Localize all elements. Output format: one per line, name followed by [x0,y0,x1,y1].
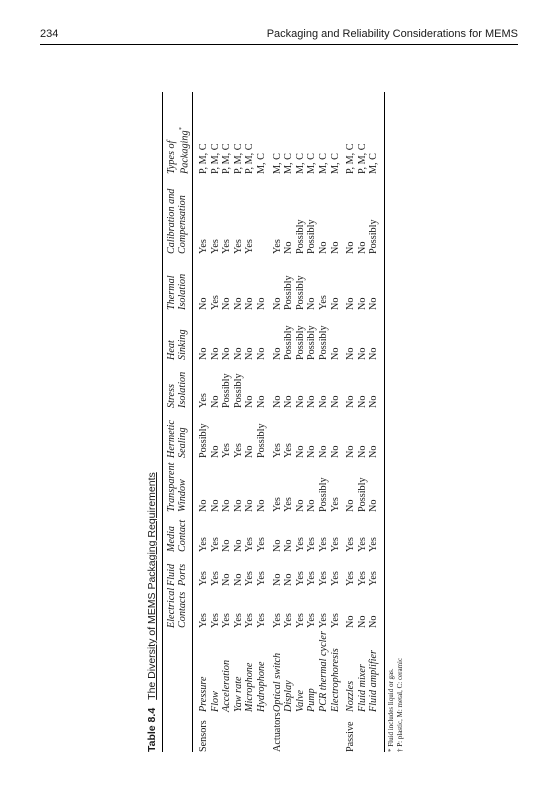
table-cell: Possibly [294,219,306,254]
table-cell: No [198,499,209,512]
table-cell: Yes [345,537,357,552]
column-header [166,588,188,628]
table-cell: Yes [244,537,256,552]
table-cell: No [345,347,357,360]
table-cell: No [256,499,267,512]
table-cell: Yes [318,571,329,586]
table-cell: Yes [283,497,295,512]
column-header-line: Isolation [177,273,188,310]
column-header [166,274,188,310]
table-cell: Yes [329,571,341,586]
table-cell: No [232,539,244,552]
table-cell: No [209,445,221,458]
column-header-line: Transparent [166,462,177,512]
table-cell: No [329,241,341,254]
page-number: 234 [40,28,59,40]
table-cell: No [256,395,267,408]
table-cell: Yes [198,537,209,552]
table-cell: No [271,297,283,310]
table-cell: Yes [294,613,306,628]
table-cell: Yes [198,571,209,586]
table-cell: Possibly [221,373,233,408]
table-cell: No [244,445,256,458]
table-cell: No [283,573,295,586]
table-top-rule [162,92,163,752]
table-cell: No [221,573,233,586]
column-header-line: Fluid [166,563,177,586]
column-header [166,420,188,458]
column-header-line: Isolation [177,371,188,408]
table-cell: No [221,297,233,310]
table-cell: No [329,297,341,310]
table-cell: No [198,347,209,360]
table-cell: Yes [294,537,306,552]
table-cell: Yes [209,571,221,586]
table-cell: No [232,499,244,512]
table-cell: No [256,297,267,310]
table-cell: Yes [271,613,283,628]
table-cell: No [244,499,256,512]
table-cell: No [368,445,380,458]
table-cell: Yes [271,239,283,254]
column-header-line: Packaging* [179,127,191,174]
table-cell: P, M, C [198,143,209,174]
table-cell: No [345,499,357,512]
table-cell: No [306,395,318,408]
table-cell: No [232,297,244,310]
table-cell: Yes [294,571,306,586]
table-cell: P, M, C [356,143,368,174]
table-cell: Possibly [306,219,318,254]
device-name: Display [283,680,295,712]
table-cell: No [356,241,368,254]
table-title: The Diversity of MEMS Packaging Requirements [146,472,158,700]
table-cell: No [356,347,368,360]
table-cell: No [345,615,357,628]
table-cell: Possibly [356,477,368,512]
table-cell: Yes [368,571,380,586]
table-cell: No [345,395,357,408]
table-cell: M, C [283,153,295,174]
table-cell: No [271,539,283,552]
device-name: Flow [209,691,221,712]
table-cell: Yes [209,239,221,254]
packaging-marker: * [179,127,185,131]
footnote: † P: plastic, M: metal, C: ceramic [396,657,404,752]
table-cell: P, M, C [232,143,244,174]
table-cell: No [221,499,233,512]
table-cell: No [368,395,380,408]
table-cell: Yes [306,613,318,628]
table-bottom-rule [384,92,385,752]
table-cell: No [198,297,209,310]
table-cell: M, C [256,153,267,174]
column-header [166,520,188,552]
device-name: Fluid mixer [356,664,368,712]
table-cell: No [256,347,267,360]
table-cell: No [356,297,368,310]
table-cell: No [271,395,283,408]
table-cell: No [283,241,295,254]
footnote: * Fluid includes liquid or gas. [387,668,395,752]
table-cell: Yes [209,613,221,628]
table-cell: Yes [356,571,368,586]
table-cell: No [356,395,368,408]
rotated-table [146,82,536,752]
column-header-line: Compensation [177,195,188,254]
column-header [166,372,188,408]
table-cell: No [306,499,318,512]
table-cell: Yes [244,613,256,628]
table-cell: Yes [283,443,295,458]
table-cell: No [368,499,380,512]
table-cell: Yes [232,443,244,458]
column-header [166,463,188,512]
table-cell: Possibly [256,423,267,458]
table-cell: No [209,347,221,360]
table-cell: Yes [232,239,244,254]
column-header [166,329,188,360]
table-cell: Yes [306,537,318,552]
column-header [166,189,188,254]
column-header-line: Electrical [166,587,177,628]
device-name: Fluid amplifier [368,650,380,712]
table-cell: Possibly [283,325,295,360]
column-header-line: Contacts [177,591,188,628]
table-cell: No [318,445,329,458]
table-cell: No [283,395,295,408]
table-cell: No [329,395,341,408]
table-cell: No [232,573,244,586]
column-header-line: Stress [166,384,177,408]
table-cell: P, M, C [209,143,221,174]
table-cell: No [244,395,256,408]
table-label: Table 8.4 [146,707,158,752]
table-cell: No [271,573,283,586]
table-cell: Yes [283,613,295,628]
table-cell: Yes [244,239,256,254]
table-caption [146,472,158,752]
table-cell: Yes [329,537,341,552]
table-cell: No [209,395,221,408]
table-cell: Yes [271,443,283,458]
table-cell: Yes [329,497,341,512]
table-cell: No [318,395,329,408]
table-cell: P, M, C [244,143,256,174]
table-cell: M, C [294,153,306,174]
table-cell: No [306,445,318,458]
table-cell: Possibly [318,325,329,360]
table-cell: M, C [368,153,380,174]
table-cell: Yes [329,613,341,628]
table-cell: Yes [256,613,267,628]
table-cell: Possibly [294,275,306,310]
column-header-line: Contact [177,519,188,552]
column-header-line: Sealing [177,427,188,458]
table-cell: Yes [356,537,368,552]
table-cell: Yes [345,571,357,586]
table-cell: Possibly [232,373,244,408]
table-cell: P, M, C [221,143,233,174]
column-header-line: Heat [166,340,177,360]
table-cell: No [368,347,380,360]
table-cell: Yes [256,537,267,552]
device-name: Hydrophone [256,661,267,712]
table-cell: Yes [209,537,221,552]
table-cell: Yes [221,613,233,628]
group-label: Sensors [198,720,209,752]
table-cell: M, C [318,153,329,174]
device-name: Nozzles [345,680,357,712]
column-header-line: Calibration and [166,188,177,254]
table-cell: No [209,499,221,512]
table-cell: No [345,445,357,458]
table-cell: No [221,539,233,552]
table-cell: Possibly [318,477,329,512]
table-cell: No [306,297,318,310]
table-cell: Yes [198,613,209,628]
table-cell: M, C [271,153,283,174]
table-cell: Possibly [294,325,306,360]
table-cell: P, M, C [345,143,357,174]
device-name: Yaw rate [232,676,244,712]
device-name: Optical switch [271,652,283,712]
table-cell: Possibly [198,423,209,458]
table-cell: No [368,615,380,628]
table-cell: Yes [221,239,233,254]
table-cell: No [244,297,256,310]
table-cell: M, C [306,153,318,174]
column-header [166,564,188,586]
column-header-line: Thermal [166,275,177,310]
table-cell: Yes [368,537,380,552]
table-cell: Yes [221,443,233,458]
table-cell: No [283,539,295,552]
column-header-line: Sinking [177,329,188,360]
table-cell: No [294,499,306,512]
table-cell: No [271,347,283,360]
device-name: Microphone [244,662,256,712]
device-name: Pressure [198,676,209,712]
device-name: PCR thermal cycler [318,631,329,712]
table-cell: No [294,445,306,458]
table-cell: No [329,347,341,360]
device-name: Electrophoresis [329,648,341,712]
table-cell: No [244,347,256,360]
table-header-rule [192,92,193,752]
table-cell: No [345,297,357,310]
table-cell: No [356,445,368,458]
table-cell: No [368,297,380,310]
table-cell: No [294,395,306,408]
table-cell: Possibly [283,275,295,310]
table-cell: No [232,347,244,360]
table-cell: Yes [198,239,209,254]
header-rule [40,44,518,45]
table-cell: Yes [232,613,244,628]
table-cell: M, C [329,153,341,174]
table-cell: No [329,445,341,458]
group-label: Actuators [271,712,283,752]
table-cell: Yes [306,571,318,586]
column-header-line: Types of [166,140,177,174]
column-header [166,127,190,174]
table-cell: Yes [209,295,221,310]
table-cell: Yes [256,571,267,586]
table-cell: Possibly [306,325,318,360]
table-cell: No [221,347,233,360]
table-cell: Yes [318,295,329,310]
table-cell: Yes [318,537,329,552]
table-cell: No [356,615,368,628]
column-header-line: Hermetic [166,420,177,458]
column-header-line: Window [177,479,188,512]
running-header [40,28,518,48]
table-cell: Yes [271,497,283,512]
device-name: Acceleration [221,659,233,712]
column-header-line: Ports [177,563,188,586]
table-cell: No [318,241,329,254]
column-header-line: Media [166,525,177,552]
table-cell: Possibly [368,219,380,254]
group-label: Passive [345,721,357,752]
table-cell: Yes [318,613,329,628]
table-cell: Yes [198,393,209,408]
table-cell: No [345,241,357,254]
device-name: Pump [306,688,318,712]
table-cell: Yes [244,571,256,586]
device-name: Valve [294,689,306,712]
running-title: Packaging and Reliability Considerations for MEMS [266,28,518,40]
